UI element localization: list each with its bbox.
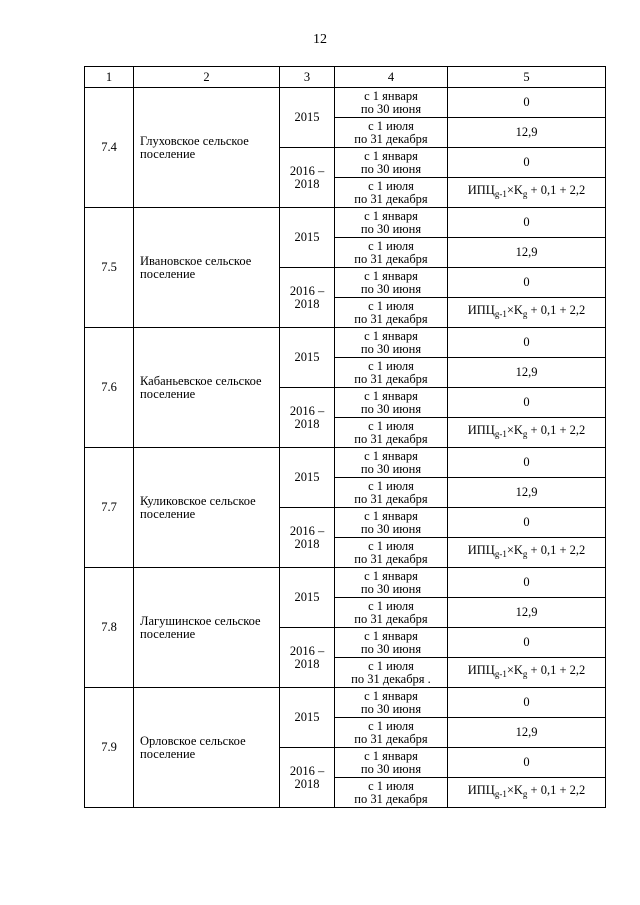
formula-sub-1: g-1 [494,549,507,559]
formula-tail: + 0,1 + 2,2 [527,303,586,317]
date-range-cell [335,388,448,418]
formula-mid: ×K [506,183,523,197]
date-range-cell [335,628,448,658]
date-to: по 31 декабря [354,311,428,326]
formula-mid: ×K [506,423,523,437]
table-row [85,88,606,118]
date-range-cell [335,88,448,118]
period-line: 2018 [294,776,320,791]
settlement-name-line: Ивановское сельское [140,253,252,268]
formula-main: ИПЦ [467,783,495,797]
period-line: 2016 – [289,163,325,178]
formula-cell [448,778,606,808]
value-cell: 0 [448,568,606,598]
formula-sub-1: g-1 [494,669,507,679]
value-cell: 12,9 [448,598,606,628]
formula-mid: ×K [506,783,523,797]
period-cell [280,508,335,568]
date-range-cell [335,718,448,748]
date-from: с 1 января [364,88,418,103]
period-line: 2018 [294,656,320,671]
formula-sub-2: g [522,549,528,559]
date-range-cell [335,358,448,388]
date-range-cell [335,298,448,328]
settlement-name-line: поселение [140,506,196,521]
period-line: 2016 – [289,763,325,778]
row-number-cell: 7.7 [85,448,134,568]
formula-cell [448,538,606,568]
date-from: с 1 июля [368,778,414,793]
date-to: по 30 июня [360,101,422,116]
date-range-cell [335,418,448,448]
row-number-cell: 7.8 [85,568,134,688]
date-from: с 1 января [364,448,418,463]
row-number-cell: 7.9 [85,688,134,808]
date-to: по 30 июня [360,401,422,416]
date-from: с 1 января [364,328,418,343]
date-to: по 30 июня [360,581,422,596]
table-row [85,568,606,598]
date-from: с 1 июля [368,718,414,733]
row-number-cell: 7.6 [85,328,134,448]
table-row [85,328,606,358]
formula-sub-2: g [522,789,528,799]
value-cell: 12,9 [448,718,606,748]
formula-mid: ×K [506,543,523,557]
settlement-name-line: поселение [140,386,196,401]
date-from: с 1 января [364,628,418,643]
date-from: с 1 июля [368,238,414,253]
date-range-cell [335,688,448,718]
date-to: по 30 июня [360,461,422,476]
date-from: с 1 июля [368,538,414,553]
formula-cell [448,658,606,688]
date-from: с 1 января [364,268,418,283]
value-cell: 0 [448,208,606,238]
period-line: 2016 – [289,283,325,298]
settlement-name-cell [134,208,280,328]
date-range-cell [335,328,448,358]
date-to: по 31 декабря [354,731,428,746]
date-to: по 30 июня [360,521,422,536]
settlement-name-cell [134,568,280,688]
formula-sub-1: g-1 [494,189,507,199]
value-cell: 12,9 [448,478,606,508]
formula-main: ИПЦ [467,303,495,317]
date-from: с 1 января [364,208,418,223]
value-cell: 12,9 [448,118,606,148]
settlement-name-line: Лагушинское сельское [140,613,261,628]
date-to: по 30 июня [360,281,422,296]
date-to: по 30 июня [360,761,422,776]
period-line: 2018 [294,176,320,191]
period-line: 2018 [294,296,320,311]
period-cell: 2015 [280,88,335,148]
date-to: по 31 декабря [354,431,428,446]
date-to: по 30 июня [360,221,422,236]
date-from: с 1 января [364,508,418,523]
date-range-cell [335,118,448,148]
formula-main: ИПЦ [467,543,495,557]
date-range-cell [335,238,448,268]
date-to: по 30 июня [360,701,422,716]
value-cell: 0 [448,88,606,118]
formula-tail: + 0,1 + 2,2 [527,663,586,677]
row-number-cell: 7.4 [85,88,134,208]
formula-cell [448,178,606,208]
formula-sub-2: g [522,189,528,199]
date-to: по 31 декабря [354,551,428,566]
date-from: с 1 января [364,568,418,583]
settlement-name-line: Глуховское сельское [140,133,249,148]
table-row [85,448,606,478]
period-line: 2016 – [289,523,325,538]
formula-sub-1: g-1 [494,429,507,439]
period-line: 2016 – [289,403,325,418]
settlement-name-line: поселение [140,266,196,281]
value-cell: 0 [448,628,606,658]
date-range-cell [335,568,448,598]
period-cell: 2015 [280,328,335,388]
value-cell: 0 [448,508,606,538]
date-from: с 1 июля [368,178,414,193]
date-range-cell [335,508,448,538]
period-cell [280,748,335,808]
value-cell: 0 [448,748,606,778]
formula-cell [448,418,606,448]
date-range-cell [335,208,448,238]
value-cell: 0 [448,388,606,418]
formula-cell [448,298,606,328]
date-to: по 31 декабря [354,791,428,806]
table-row [85,208,606,238]
date-from: с 1 июля [368,118,414,133]
date-from: с 1 января [364,388,418,403]
date-range-cell [335,148,448,178]
period-cell [280,148,335,208]
period-line: 2018 [294,536,320,551]
header-cell: 4 [335,67,448,88]
settlement-name-line: поселение [140,626,196,641]
date-range-cell [335,178,448,208]
tariff-table [84,66,606,808]
period-cell [280,628,335,688]
date-to: по 31 декабря [354,251,428,266]
formula-sub-2: g [522,669,528,679]
formula-sub-1: g-1 [494,789,507,799]
date-range-cell [335,478,448,508]
date-range-cell [335,778,448,808]
formula-sub-2: g [522,429,528,439]
date-to: по 31 декабря [354,371,428,386]
date-to: по 31 декабря [354,131,428,146]
settlement-name-cell [134,448,280,568]
value-cell: 0 [448,688,606,718]
period-line: 2018 [294,416,320,431]
date-range-cell [335,538,448,568]
value-cell: 0 [448,268,606,298]
period-line: 2016 – [289,643,325,658]
date-to: по 30 июня [360,341,422,356]
header-cell: 5 [448,67,606,88]
date-from: с 1 июля [368,298,414,313]
table-header-row [85,67,606,88]
formula-tail: + 0,1 + 2,2 [527,543,586,557]
date-to: по 31 декабря [354,491,428,506]
formula-tail: + 0,1 + 2,2 [527,783,586,797]
date-to: по 30 июня [360,641,422,656]
formula-tail: + 0,1 + 2,2 [527,423,586,437]
date-from: с 1 июля [368,598,414,613]
date-to: по 31 декабря [354,611,428,626]
row-number-cell: 7.5 [85,208,134,328]
settlement-name-cell [134,688,280,808]
value-cell: 0 [448,148,606,178]
value-cell: 0 [448,328,606,358]
formula-main: ИПЦ [467,423,495,437]
date-from: с 1 июля [368,658,414,673]
formula-main: ИПЦ [467,663,495,677]
date-to: по 31 декабря . [351,671,431,686]
page-number: 12 [313,32,327,47]
settlement-name-line: Кабаньевское сельское [140,373,262,388]
header-cell: 3 [280,67,335,88]
date-to: по 31 декабря [354,191,428,206]
settlement-name-cell [134,88,280,208]
header-cell: 1 [85,67,134,88]
period-cell [280,268,335,328]
header-cell: 2 [134,67,280,88]
value-cell: 0 [448,448,606,478]
date-to: по 30 июня [360,161,422,176]
period-cell: 2015 [280,448,335,508]
date-range-cell [335,268,448,298]
formula-mid: ×K [506,303,523,317]
period-cell [280,388,335,448]
period-cell: 2015 [280,208,335,268]
formula-sub-2: g [522,309,528,319]
period-cell: 2015 [280,568,335,628]
date-from: с 1 января [364,688,418,703]
formula-mid: ×K [506,663,523,677]
date-range-cell [335,598,448,628]
settlement-name-line: Орловское сельское [140,733,246,748]
date-range-cell [335,448,448,478]
date-from: с 1 января [364,148,418,163]
settlement-name-cell [134,328,280,448]
date-from: с 1 июля [368,418,414,433]
date-from: с 1 июля [368,478,414,493]
formula-sub-1: g-1 [494,309,507,319]
date-range-cell [335,748,448,778]
value-cell: 12,9 [448,238,606,268]
settlement-name-line: поселение [140,146,196,161]
table-row [85,688,606,718]
formula-main: ИПЦ [467,183,495,197]
date-from: с 1 января [364,748,418,763]
period-cell: 2015 [280,688,335,748]
value-cell: 12,9 [448,358,606,388]
date-range-cell [335,658,448,688]
date-from: с 1 июля [368,358,414,373]
settlement-name-line: поселение [140,746,196,761]
settlement-name-line: Куликовское сельское [140,493,256,508]
formula-tail: + 0,1 + 2,2 [527,183,586,197]
